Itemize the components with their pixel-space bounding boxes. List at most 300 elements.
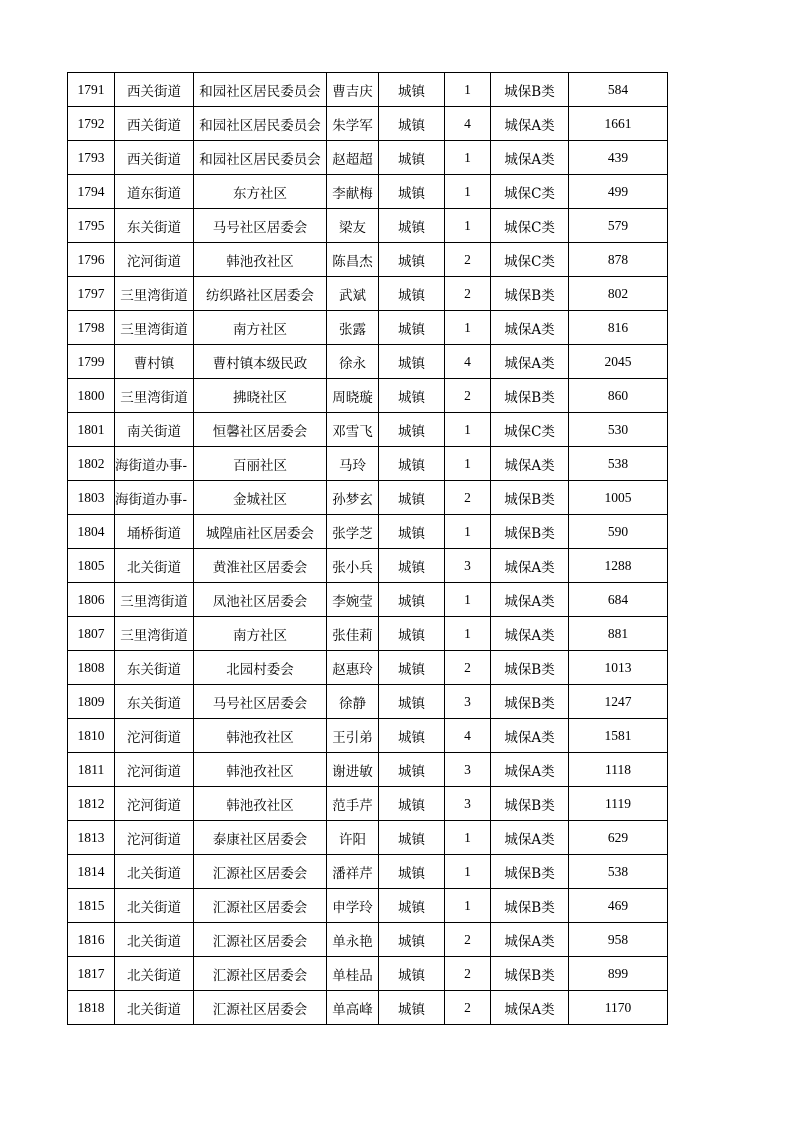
row-number-cell-text: 1791 <box>77 81 105 97</box>
category-cell <box>491 107 569 141</box>
area-type-cell-text: 城镇 <box>398 593 425 610</box>
area-type-cell <box>379 651 445 685</box>
row-number-cell <box>68 413 115 447</box>
household-size-cell-text: 1 <box>464 217 471 233</box>
person-name-cell-text: 赵超超 <box>332 151 373 168</box>
organization-cell-text: 百丽社区 <box>233 457 287 474</box>
organization-cell-text: 城隍庙社区居委会 <box>206 525 314 542</box>
organization-cell-text: 泰康社区居委会 <box>212 831 308 848</box>
organization-cell <box>194 923 327 957</box>
category-cell-text: 城保B类 <box>504 83 555 100</box>
category-cell-text: 城保A类 <box>504 763 555 780</box>
table-row <box>68 107 668 141</box>
amount-cell-text: 1581 <box>604 727 632 743</box>
row-number-cell <box>68 141 115 175</box>
amount-cell <box>569 957 668 991</box>
person-name-cell-text: 范手芹 <box>332 797 373 814</box>
category-cell-text: 城保C类 <box>504 423 555 440</box>
area-type-cell <box>379 345 445 379</box>
category-cell-text: 城保B类 <box>504 865 555 882</box>
street-cell-text: 东关街道 <box>127 695 181 712</box>
household-size-cell <box>445 923 491 957</box>
area-type-cell-text: 城镇 <box>398 865 425 882</box>
row-number-cell-text: 1805 <box>77 557 105 573</box>
category-cell-text: 城保C类 <box>504 219 555 236</box>
amount-cell <box>569 345 668 379</box>
table-row <box>68 753 668 787</box>
person-name-cell-text: 马玲 <box>339 457 366 474</box>
household-size-cell <box>445 515 491 549</box>
amount-cell-text: 1288 <box>604 557 632 573</box>
records-table <box>67 72 668 1025</box>
amount-cell-text: 802 <box>607 285 629 301</box>
household-size-cell <box>445 481 491 515</box>
person-name-cell-text: 张佳莉 <box>332 627 373 644</box>
household-size-cell <box>445 413 491 447</box>
area-type-cell-text: 城镇 <box>398 661 425 678</box>
row-number-cell <box>68 685 115 719</box>
street-cell <box>115 583 194 617</box>
street-cell-text: 曹村镇 <box>133 355 175 372</box>
person-name-cell-text: 孙梦玄 <box>332 491 373 508</box>
area-type-cell <box>379 685 445 719</box>
row-number-cell-text: 1808 <box>77 659 105 675</box>
household-size-cell <box>445 549 491 583</box>
row-number-cell <box>68 107 115 141</box>
person-name-cell <box>327 685 379 719</box>
amount-cell <box>569 617 668 651</box>
person-name-cell-text: 张小兵 <box>332 559 373 576</box>
amount-cell-text: 584 <box>607 81 629 97</box>
street-cell <box>115 107 194 141</box>
amount-cell <box>569 73 668 107</box>
area-type-cell <box>379 175 445 209</box>
person-name-cell <box>327 617 379 651</box>
amount-cell-text: 816 <box>607 319 629 335</box>
category-cell <box>491 923 569 957</box>
category-cell-text: 城保C类 <box>504 253 555 270</box>
amount-cell-text: 538 <box>607 863 629 879</box>
street-cell-text: 三里湾街道 <box>120 287 188 304</box>
area-type-cell <box>379 447 445 481</box>
amount-cell <box>569 855 668 889</box>
person-name-cell <box>327 549 379 583</box>
category-cell-text: 城保B类 <box>504 695 555 712</box>
street-cell-text: 北关街道 <box>127 899 181 916</box>
area-type-cell <box>379 991 445 1025</box>
category-cell-text: 城保B类 <box>504 967 555 984</box>
organization-cell-text: 北园村委会 <box>226 661 294 678</box>
household-size-cell-text: 4 <box>464 115 471 131</box>
household-size-cell-text: 1 <box>464 455 471 471</box>
amount-cell <box>569 753 668 787</box>
category-cell <box>491 277 569 311</box>
category-cell <box>491 209 569 243</box>
row-number-cell <box>68 447 115 481</box>
amount-cell-text: 629 <box>607 829 629 845</box>
table-row <box>68 957 668 991</box>
amount-cell <box>569 651 668 685</box>
street-cell-text: 三里湾街道 <box>120 389 188 406</box>
street-cell-text: 三里湾街道 <box>120 593 188 610</box>
person-name-cell <box>327 821 379 855</box>
area-type-cell-text: 城镇 <box>398 763 425 780</box>
row-number-cell <box>68 821 115 855</box>
organization-cell <box>194 413 327 447</box>
table-row <box>68 175 668 209</box>
organization-cell <box>194 141 327 175</box>
street-cell <box>115 447 194 481</box>
area-type-cell <box>379 753 445 787</box>
street-cell <box>115 141 194 175</box>
area-type-cell <box>379 379 445 413</box>
person-name-cell <box>327 651 379 685</box>
row-number-cell <box>68 719 115 753</box>
row-number-cell <box>68 481 115 515</box>
area-type-cell-text: 城镇 <box>398 627 425 644</box>
amount-cell-text: 1013 <box>604 659 632 675</box>
row-number-cell-text: 1794 <box>77 183 105 199</box>
amount-cell-text: 439 <box>607 149 629 165</box>
household-size-cell <box>445 73 491 107</box>
area-type-cell-text: 城镇 <box>398 797 425 814</box>
street-cell <box>115 855 194 889</box>
household-size-cell <box>445 243 491 277</box>
category-cell <box>491 787 569 821</box>
organization-cell-text: 和园社区居民委员会 <box>199 117 321 134</box>
row-number-cell <box>68 175 115 209</box>
category-cell-text: 城保A类 <box>504 627 555 644</box>
row-number-cell <box>68 209 115 243</box>
row-number-cell-text: 1798 <box>77 319 105 335</box>
table-row <box>68 413 668 447</box>
household-size-cell <box>445 889 491 923</box>
household-size-cell <box>445 651 491 685</box>
category-cell <box>491 515 569 549</box>
person-name-cell-text: 单高峰 <box>332 1001 373 1018</box>
organization-cell-text: 韩池孜社区 <box>226 729 294 746</box>
category-cell-text: 城保C类 <box>504 185 555 202</box>
household-size-cell-text: 2 <box>464 931 471 947</box>
household-size-cell-text: 2 <box>464 999 471 1015</box>
category-cell <box>491 753 569 787</box>
area-type-cell-text: 城镇 <box>398 389 425 406</box>
category-cell-text: 城保A类 <box>504 593 555 610</box>
area-type-cell <box>379 209 445 243</box>
household-size-cell <box>445 719 491 753</box>
organization-cell-text: 汇源社区居委会 <box>212 1001 308 1018</box>
person-name-cell <box>327 515 379 549</box>
street-cell-text: 西关街道 <box>127 117 181 134</box>
amount-cell-text: 1118 <box>605 761 631 777</box>
person-name-cell-text: 潘祥芹 <box>332 865 373 882</box>
organization-cell <box>194 549 327 583</box>
person-name-cell-text: 单永艳 <box>332 933 373 950</box>
organization-cell <box>194 991 327 1025</box>
area-type-cell-text: 城镇 <box>398 253 425 270</box>
street-cell <box>115 821 194 855</box>
row-number-cell <box>68 957 115 991</box>
person-name-cell <box>327 991 379 1025</box>
street-cell <box>115 345 194 379</box>
category-cell-text: 城保A类 <box>504 1001 555 1018</box>
person-name-cell <box>327 209 379 243</box>
household-size-cell-text: 2 <box>464 489 471 505</box>
amount-cell <box>569 209 668 243</box>
amount-cell <box>569 107 668 141</box>
household-size-cell-text: 1 <box>464 897 471 913</box>
organization-cell <box>194 243 327 277</box>
person-name-cell <box>327 855 379 889</box>
table-row <box>68 447 668 481</box>
street-cell <box>115 651 194 685</box>
category-cell-text: 城保A类 <box>504 933 555 950</box>
category-cell-text: 城保A类 <box>504 321 555 338</box>
row-number-cell <box>68 549 115 583</box>
household-size-cell-text: 1 <box>464 421 471 437</box>
amount-cell <box>569 719 668 753</box>
category-cell-text: 城保B类 <box>504 389 555 406</box>
row-number-cell <box>68 345 115 379</box>
category-cell <box>491 379 569 413</box>
household-size-cell-text: 1 <box>464 863 471 879</box>
category-cell <box>491 447 569 481</box>
household-size-cell <box>445 957 491 991</box>
row-number-cell-text: 1813 <box>77 829 105 845</box>
street-cell-text: -海街道办事 <box>115 491 188 508</box>
area-type-cell <box>379 923 445 957</box>
amount-cell-text: 684 <box>607 591 629 607</box>
category-cell <box>491 311 569 345</box>
row-number-cell-text: 1814 <box>77 863 105 879</box>
person-name-cell-text: 周晓璇 <box>332 389 373 406</box>
organization-cell-text: 汇源社区居委会 <box>212 899 308 916</box>
row-number-cell-text: 1796 <box>77 251 105 267</box>
row-number-cell <box>68 311 115 345</box>
household-size-cell <box>445 787 491 821</box>
amount-cell-text: 958 <box>607 931 629 947</box>
person-name-cell-text: 申学玲 <box>332 899 373 916</box>
table-row <box>68 345 668 379</box>
organization-cell-text: 纺织路社区居委会 <box>206 287 314 304</box>
amount-cell-text: 538 <box>607 455 629 471</box>
household-size-cell-text: 1 <box>464 625 471 641</box>
row-number-cell-text: 1797 <box>77 285 105 301</box>
amount-cell <box>569 447 668 481</box>
person-name-cell-text: 邓雪飞 <box>332 423 373 440</box>
person-name-cell-text: 曹吉庆 <box>332 83 373 100</box>
organization-cell <box>194 787 327 821</box>
household-size-cell-text: 2 <box>464 659 471 675</box>
category-cell-text: 城保A类 <box>504 457 555 474</box>
category-cell <box>491 345 569 379</box>
person-name-cell <box>327 243 379 277</box>
category-cell-text: 城保A类 <box>504 117 555 134</box>
organization-cell-text: 黄淮社区居委会 <box>212 559 308 576</box>
street-cell <box>115 787 194 821</box>
amount-cell-text: 579 <box>607 217 629 233</box>
household-size-cell <box>445 855 491 889</box>
organization-cell-text: 和园社区居民委员会 <box>199 83 321 100</box>
category-cell <box>491 855 569 889</box>
row-number-cell-text: 1799 <box>77 353 105 369</box>
area-type-cell-text: 城镇 <box>398 355 425 372</box>
area-type-cell <box>379 413 445 447</box>
area-type-cell <box>379 73 445 107</box>
amount-cell <box>569 379 668 413</box>
street-cell-text: 北关街道 <box>127 559 181 576</box>
amount-cell-text: 1661 <box>604 115 632 131</box>
organization-cell-text: 汇源社区居委会 <box>212 967 308 984</box>
street-cell <box>115 957 194 991</box>
organization-cell <box>194 617 327 651</box>
table-row <box>68 379 668 413</box>
street-cell <box>115 277 194 311</box>
row-number-cell-text: 1801 <box>77 421 105 437</box>
table-row <box>68 719 668 753</box>
category-cell <box>491 73 569 107</box>
category-cell <box>491 617 569 651</box>
person-name-cell-text: 李婉莹 <box>332 593 373 610</box>
street-cell <box>115 889 194 923</box>
row-number-cell-text: 1793 <box>77 149 105 165</box>
organization-cell-text: 曹村镇本级民政 <box>212 355 308 372</box>
amount-cell <box>569 549 668 583</box>
area-type-cell-text: 城镇 <box>398 1001 425 1018</box>
area-type-cell-text: 城镇 <box>398 321 425 338</box>
amount-cell <box>569 583 668 617</box>
area-type-cell <box>379 243 445 277</box>
household-size-cell-text: 4 <box>464 727 471 743</box>
row-number-cell <box>68 923 115 957</box>
organization-cell <box>194 515 327 549</box>
category-cell <box>491 413 569 447</box>
person-name-cell <box>327 73 379 107</box>
row-number-cell-text: 1806 <box>77 591 105 607</box>
organization-cell-text: 韩池孜社区 <box>226 797 294 814</box>
household-size-cell <box>445 583 491 617</box>
amount-cell-text: 1119 <box>605 795 631 811</box>
street-cell-text: 三里湾街道 <box>120 627 188 644</box>
organization-cell-text: 金城社区 <box>233 491 287 508</box>
street-cell <box>115 719 194 753</box>
household-size-cell <box>445 447 491 481</box>
street-cell <box>115 991 194 1025</box>
category-cell <box>491 549 569 583</box>
row-number-cell <box>68 855 115 889</box>
organization-cell <box>194 311 327 345</box>
street-cell <box>115 311 194 345</box>
category-cell-text: 城保A类 <box>504 559 555 576</box>
street-cell-text: 沱河街道 <box>127 729 181 746</box>
street-cell-text: 沱河街道 <box>127 253 181 270</box>
organization-cell-text: 汇源社区居委会 <box>212 933 308 950</box>
person-name-cell <box>327 175 379 209</box>
street-cell <box>115 379 194 413</box>
street-cell-text: 南关街道 <box>127 423 181 440</box>
organization-cell-text: 凤池社区居委会 <box>212 593 308 610</box>
row-number-cell-text: 1818 <box>77 999 105 1015</box>
person-name-cell-text: 单桂品 <box>332 967 373 984</box>
street-cell-text: 西关街道 <box>127 83 181 100</box>
area-type-cell-text: 城镇 <box>398 695 425 712</box>
category-cell <box>491 481 569 515</box>
organization-cell <box>194 821 327 855</box>
person-name-cell <box>327 277 379 311</box>
household-size-cell <box>445 753 491 787</box>
street-cell-text: 道东街道 <box>127 185 181 202</box>
person-name-cell <box>327 583 379 617</box>
organization-cell-text: 和园社区居民委员会 <box>199 151 321 168</box>
category-cell <box>491 175 569 209</box>
household-size-cell-text: 2 <box>464 251 471 267</box>
table-row <box>68 923 668 957</box>
row-number-cell <box>68 277 115 311</box>
amount-cell-text: 590 <box>607 523 629 539</box>
row-number-cell <box>68 617 115 651</box>
amount-cell-text: 530 <box>607 421 629 437</box>
organization-cell <box>194 651 327 685</box>
street-cell-text: 北关街道 <box>127 865 181 882</box>
category-cell-text: 城保A类 <box>504 831 555 848</box>
category-cell-text: 城保B类 <box>504 797 555 814</box>
row-number-cell-text: 1816 <box>77 931 105 947</box>
amount-cell <box>569 413 668 447</box>
amount-cell-text: 1005 <box>604 489 632 505</box>
street-cell-text: 东关街道 <box>127 661 181 678</box>
street-cell-text: 沱河街道 <box>127 831 181 848</box>
household-size-cell-text: 3 <box>464 693 471 709</box>
amount-cell <box>569 787 668 821</box>
street-cell <box>115 753 194 787</box>
organization-cell-text: 马号社区居委会 <box>212 695 308 712</box>
person-name-cell <box>327 957 379 991</box>
person-name-cell-text: 张露 <box>339 321 366 338</box>
person-name-cell-text: 陈昌杰 <box>332 253 373 270</box>
row-number-cell <box>68 73 115 107</box>
row-number-cell-text: 1802 <box>77 455 105 471</box>
person-name-cell <box>327 481 379 515</box>
household-size-cell-text: 1 <box>464 829 471 845</box>
table-row <box>68 73 668 107</box>
person-name-cell <box>327 889 379 923</box>
street-cell <box>115 617 194 651</box>
organization-cell <box>194 447 327 481</box>
category-cell <box>491 651 569 685</box>
street-cell <box>115 209 194 243</box>
table-row <box>68 243 668 277</box>
household-size-cell-text: 1 <box>464 183 471 199</box>
row-number-cell <box>68 651 115 685</box>
area-type-cell <box>379 787 445 821</box>
person-name-cell <box>327 413 379 447</box>
household-size-cell-text: 1 <box>464 591 471 607</box>
person-name-cell-text: 张学芝 <box>332 525 373 542</box>
person-name-cell-text: 谢进敏 <box>332 763 373 780</box>
table-row <box>68 141 668 175</box>
amount-cell <box>569 277 668 311</box>
row-number-cell <box>68 379 115 413</box>
row-number-cell-text: 1817 <box>77 965 105 981</box>
area-type-cell-text: 城镇 <box>398 185 425 202</box>
category-cell <box>491 821 569 855</box>
category-cell <box>491 991 569 1025</box>
area-type-cell <box>379 821 445 855</box>
row-number-cell-text: 1812 <box>77 795 105 811</box>
street-cell-text: 沱河街道 <box>127 797 181 814</box>
organization-cell <box>194 107 327 141</box>
table-row <box>68 821 668 855</box>
